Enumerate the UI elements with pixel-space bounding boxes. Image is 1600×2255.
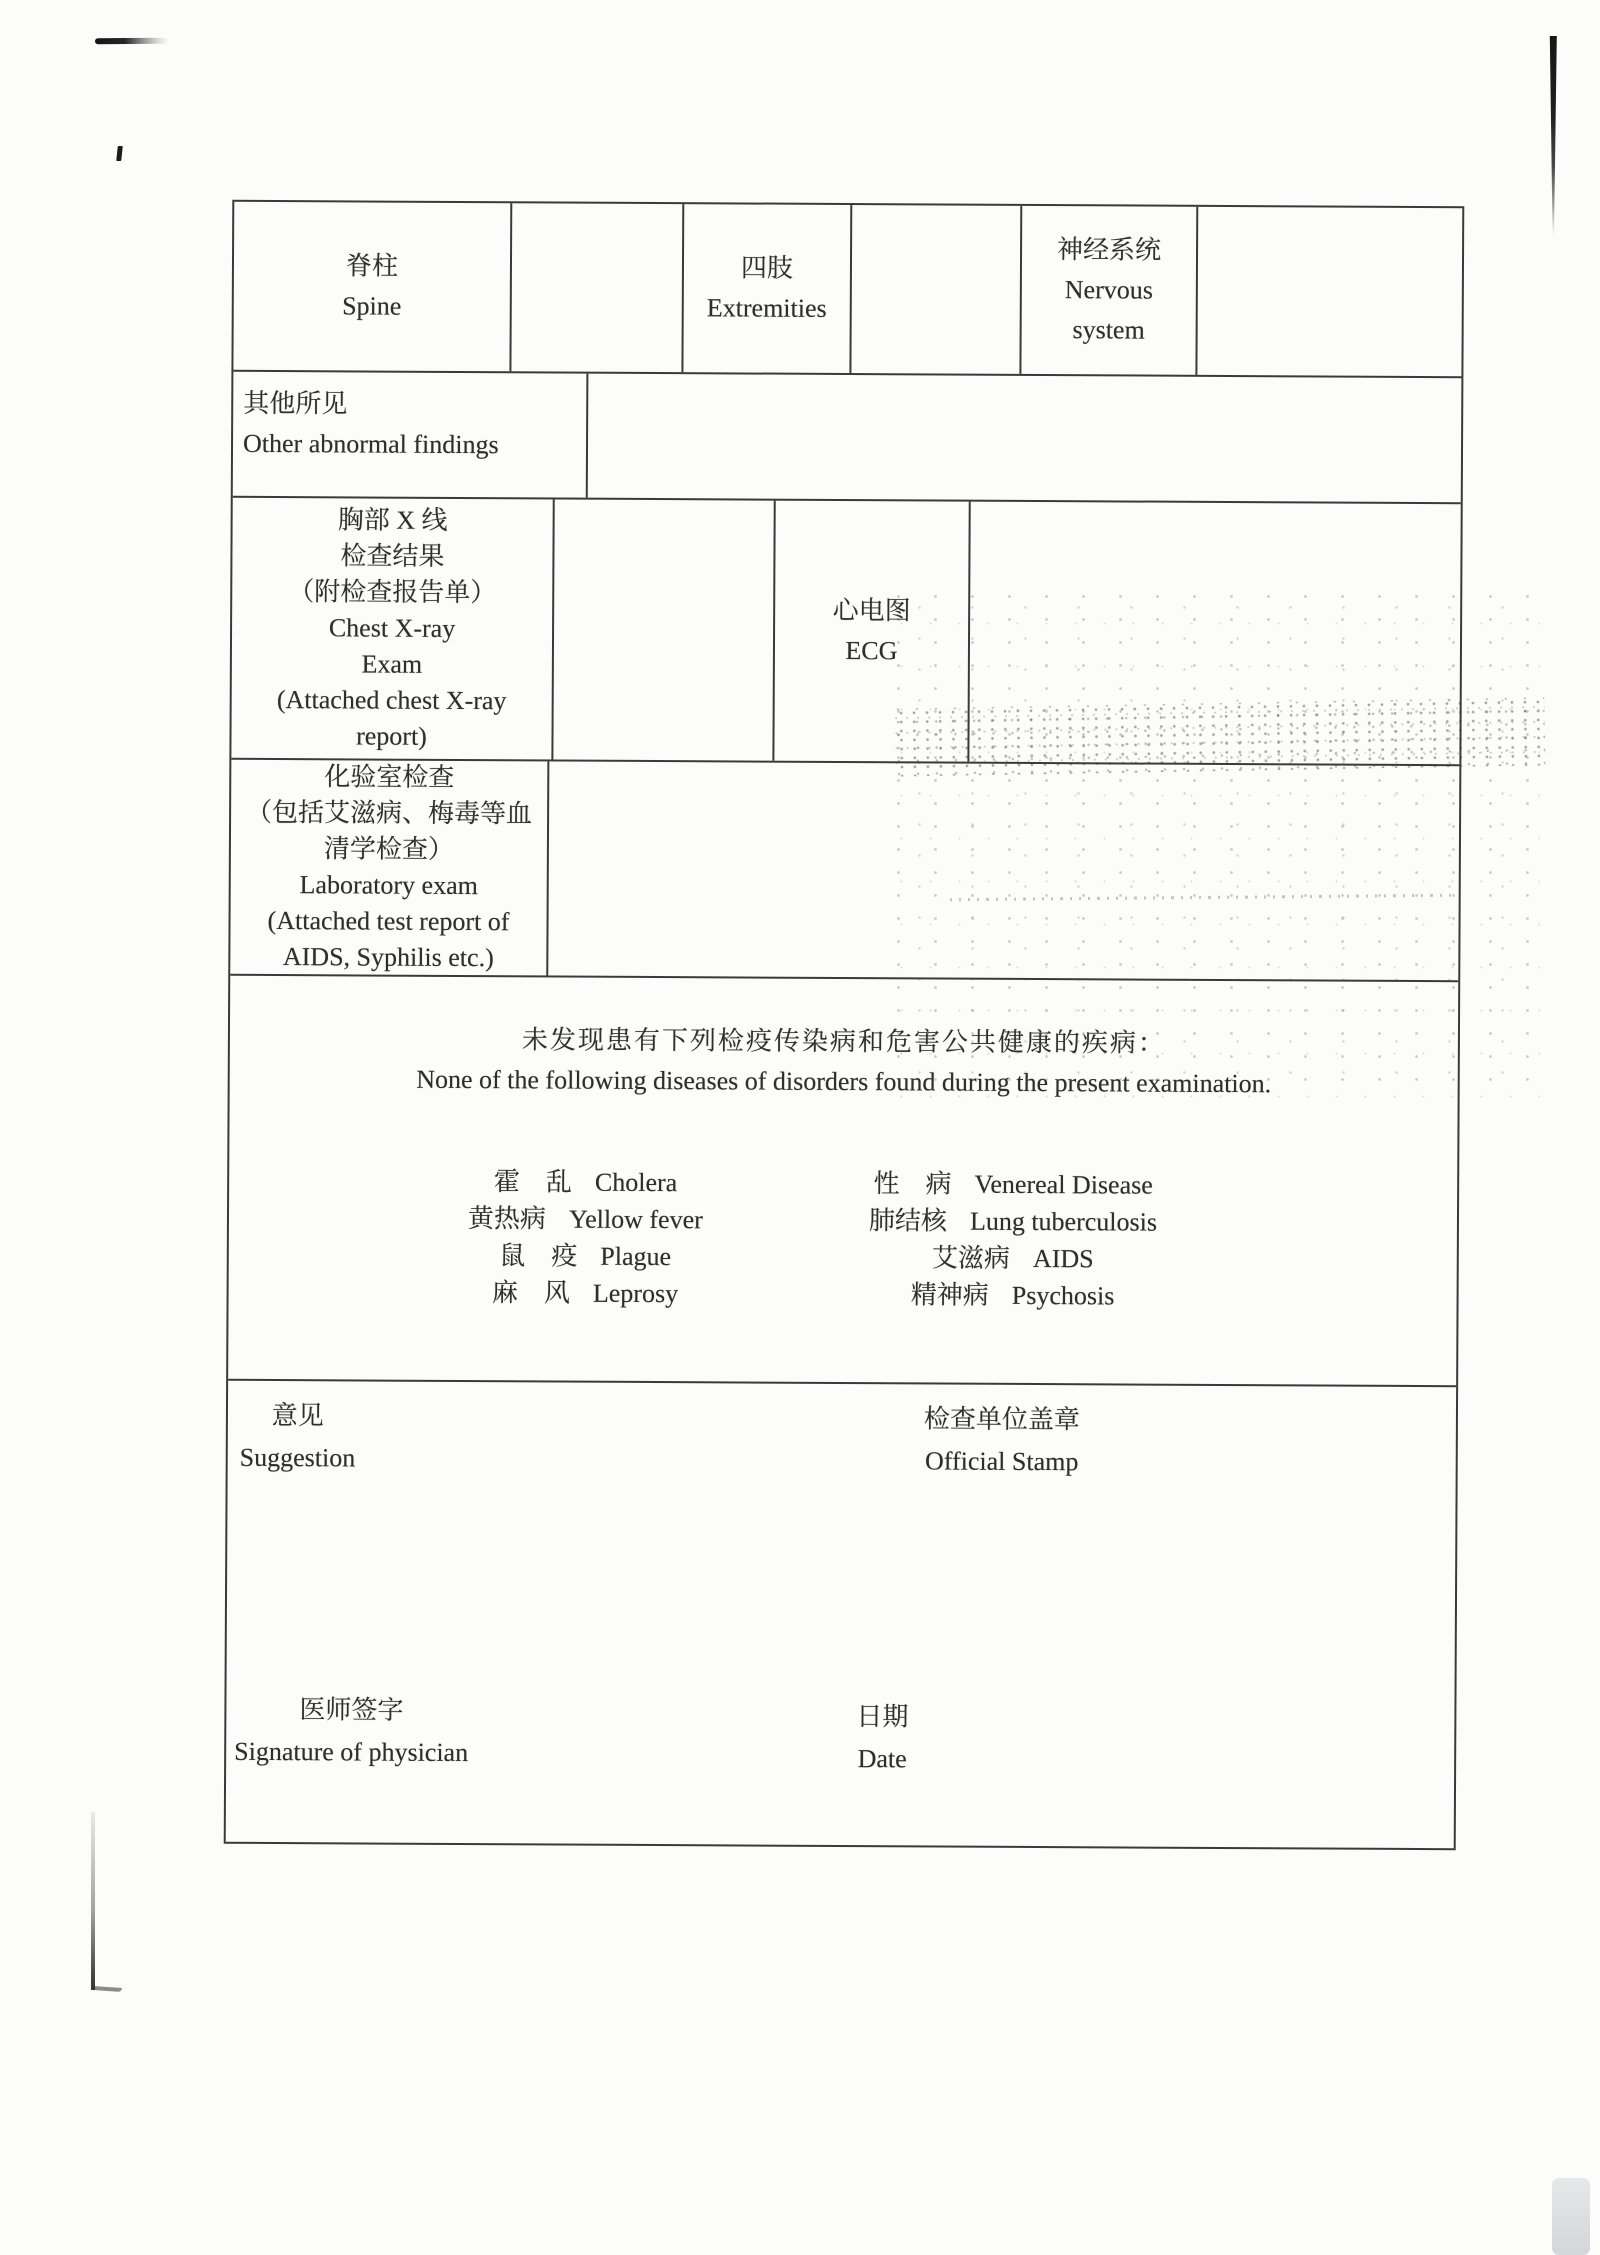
disease-en: Cholera — [594, 1167, 678, 1198]
chest-xray-line1: 胸部 X 线 — [337, 505, 448, 535]
suggestion-label-zh: 意见 — [271, 1401, 324, 1431]
disease-list-right — [868, 1165, 1157, 1315]
disease-en: Psychosis — [1011, 1280, 1115, 1311]
row-physical-exam — [233, 202, 1462, 378]
disease-item-psychosis — [868, 1276, 1156, 1315]
extremities-label-en: Extremities — [706, 293, 827, 323]
disease-en: Leprosy — [592, 1278, 679, 1309]
spine-label-zh: 脊柱 — [345, 251, 399, 281]
row-other-findings — [233, 372, 1462, 504]
ecg-value-cell — [969, 502, 1460, 765]
lab-line1: 化验室检查 — [324, 762, 455, 792]
date-label-en: Date — [857, 1744, 907, 1774]
official-stamp-label-en: Official Stamp — [924, 1446, 1079, 1477]
ecg-label-en: ECG — [845, 636, 898, 666]
spine-value-cell — [511, 203, 684, 372]
lab-line2: （包括艾滋病、梅毒等血 — [246, 797, 533, 829]
disease-item-aids — [869, 1239, 1157, 1278]
declaration-zh: 未发现患有下列检疫传染病和危害公共健康的疾病： — [521, 1025, 1166, 1058]
disease-zh: 精神病 — [910, 1280, 989, 1310]
disease-en: AIDS — [1032, 1243, 1094, 1274]
lab-line4: Laboratory exam — [299, 870, 478, 901]
disease-list-left — [467, 1163, 703, 1312]
disease-item-cholera — [468, 1163, 703, 1201]
lab-line6: AIDS, Syphilis etc.) — [282, 942, 494, 973]
disease-zh: 麻 风 — [491, 1278, 570, 1308]
lab-line3: 清学检查） — [323, 834, 454, 864]
scan-artifact-bottom-smudge — [1552, 2178, 1590, 2255]
row-declaration — [228, 976, 1458, 1387]
physician-signature-label-en: Signature of physician — [234, 1736, 469, 1768]
disease-item-plague — [468, 1237, 703, 1275]
scan-artifact-right-bar — [1548, 36, 1558, 236]
disease-item-yellow-fever — [468, 1200, 703, 1238]
disease-zh: 霍 乱 — [493, 1167, 573, 1197]
chest-xray-label-cell — [231, 498, 554, 760]
disease-en: Lung tuberculosis — [969, 1206, 1158, 1237]
exam-form-table — [224, 200, 1465, 1850]
extremities-label-cell — [683, 204, 852, 373]
lab-label-cell — [230, 760, 549, 976]
disease-en: Yellow fever — [568, 1204, 703, 1235]
declaration-en: None of the following diseases of disorders found during the present examination. — [416, 1064, 1272, 1099]
disease-zh: 鼠 疫 — [499, 1241, 578, 1271]
nervous-system-label-en1: Nervous — [1064, 275, 1153, 305]
disease-zh: 性 病 — [873, 1169, 952, 1199]
other-findings-label-cell — [233, 372, 589, 498]
extremities-label-zh: 四肢 — [740, 253, 794, 283]
physician-signature-label-zh: 医师签字 — [299, 1695, 404, 1725]
suggestion-label-en: Suggestion — [239, 1442, 356, 1473]
scan-artifact-tick-mark — [116, 146, 123, 161]
disease-item-tuberculosis — [869, 1202, 1157, 1241]
scan-artifact-left-line — [91, 1812, 95, 1990]
date-label-zh: 日期 — [856, 1702, 909, 1732]
nervous-system-value-cell — [1197, 207, 1462, 376]
disease-en: Venereal Disease — [974, 1169, 1153, 1200]
lab-line5: (Attached test report of — [267, 905, 510, 937]
disease-item-leprosy — [467, 1274, 702, 1312]
suggestion-block — [240, 1395, 356, 1480]
row-suggestion-signature — [226, 1381, 1456, 1848]
chest-xray-line4: Chest X-ray — [328, 613, 456, 643]
row-xray-ecg — [231, 498, 1460, 766]
disease-en: Plague — [600, 1241, 672, 1272]
ecg-label-cell — [774, 501, 970, 762]
other-findings-label-zh: 其他所见 — [243, 388, 348, 419]
other-findings-value-cell — [588, 374, 1462, 503]
ecg-label-zh: 心电图 — [832, 595, 911, 626]
nervous-system-label-cell — [1021, 206, 1198, 375]
physician-signature-block — [234, 1689, 468, 1774]
spine-label-cell — [233, 202, 512, 371]
scan-artifact-left-line-hook — [93, 1986, 122, 1992]
chest-xray-value-cell — [553, 499, 775, 760]
chest-xray-line5: Exam — [361, 649, 423, 679]
disease-zh: 艾滋病 — [931, 1243, 1011, 1273]
nervous-system-label-en2: system — [1072, 315, 1145, 345]
chest-xray-line6: (Attached chest X-ray — [276, 685, 507, 716]
disease-zh: 肺结核 — [868, 1206, 948, 1236]
spine-label-en: Spine — [342, 291, 402, 321]
disease-zh: 黄热病 — [467, 1204, 547, 1234]
disease-item-venereal — [869, 1165, 1157, 1204]
chest-xray-line2: 检查结果 — [340, 541, 445, 571]
chest-xray-line7: report) — [356, 721, 427, 751]
date-block — [856, 1696, 908, 1780]
declaration-cell — [228, 976, 1458, 1385]
suggestion-signature-cell — [226, 1381, 1456, 1848]
extremities-value-cell — [851, 205, 1022, 374]
chest-xray-line3: （附检查报告单） — [288, 577, 497, 608]
official-stamp-label-zh: 检查单位盖章 — [923, 1404, 1081, 1435]
scan-artifact-top-dash — [95, 38, 169, 45]
lab-value-cell — [548, 761, 1459, 980]
row-laboratory — [230, 760, 1459, 982]
official-stamp-block — [924, 1398, 1080, 1483]
nervous-system-label-zh: 神经系统 — [1056, 235, 1162, 265]
other-findings-label-en: Other abnormal findings — [242, 428, 499, 460]
